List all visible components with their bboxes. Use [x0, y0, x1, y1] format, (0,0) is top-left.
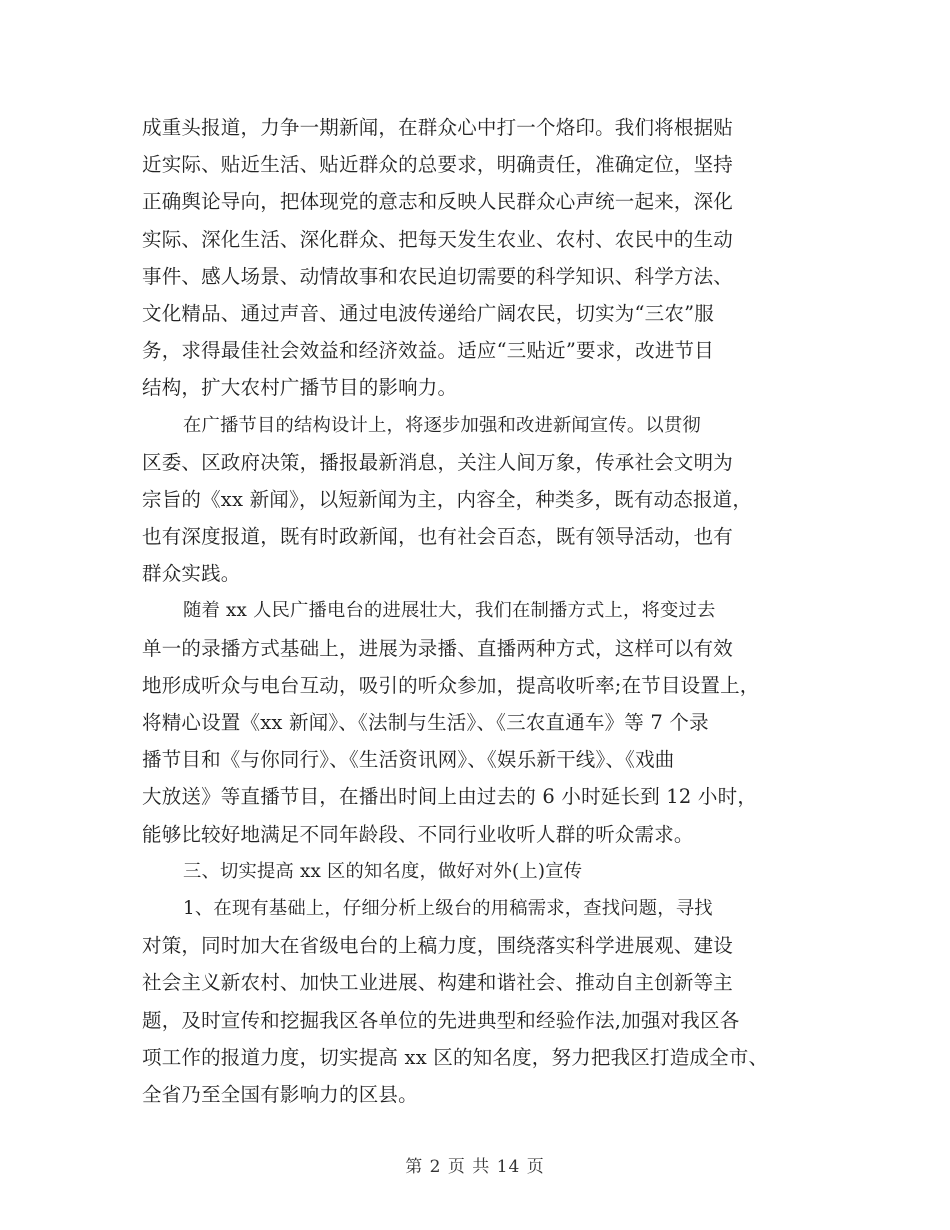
text-line: 播节目和《与你同行》、《生活资讯网》、《娱乐新干线》、《戏曲 — [142, 748, 675, 772]
text-line: 全省乃至全国有影响力的区县。 — [142, 1082, 418, 1106]
text-line: 单一的录播方式基础上，进展为录播、直播两种方式，这样可以有效 — [142, 636, 734, 660]
text-line: 大放送》等直播节目，在播出时间上由过去的 6 小时延长到 12 小时， — [142, 785, 758, 809]
text-line: 对策，同时加大在省级电台的上稿力度，围绕落实科学进展观、建设 — [142, 934, 734, 958]
text-line: 文化精品、通过声音、通过电波传递给广阔农民，切实为“三农”服 — [142, 301, 714, 325]
text-line: 成重头报道，力争一期新闻，在群众心中打一个烙印。我们将根据贴 — [142, 116, 734, 139]
text-line: 宗旨的《xx 新闻》，以短新闻为主，内容全，种类多，既有动态报道， — [142, 487, 753, 511]
text-line: 务，求得最佳社会效益和经济效益。适应“三贴近”要求，改进节目 — [142, 339, 714, 363]
text-line: 也有深度报道，既有时政新闻，也有社会百态，既有领导活动，也有 — [142, 525, 734, 549]
text-line: 能够比较好地满足不同年龄段、不同行业收听人群的听众需求。 — [142, 822, 694, 846]
text-line: 题，及时宣传和挖掘我区各单位的先进典型和经验作法,加强对我区各 — [142, 1008, 740, 1032]
text-line: 事件、感人场景、动情故事和农民迫切需要的科学知识、科学方法、 — [142, 264, 734, 288]
text-line: 1、在现有基础上，仔细分析上级台的用稿需求，查找问题，寻找 — [183, 897, 713, 919]
document-body — [142, 109, 812, 1113]
text-line: 近实际、贴近生活、贴近群众的总要求，明确责任，准确定位，坚持 — [142, 153, 734, 177]
text-line: 将精心设置《xx 新闻》、《法制与生活》、《三农直通车》等 7 个录 — [142, 711, 709, 734]
text-line: 随着 xx 人民广播电台的进展壮大，我们在制播方式上，将变过去 — [183, 600, 716, 622]
text-line: 社会主义新农村、加快工业进展、构建和谐社会、推动自主创新等主 — [142, 971, 734, 995]
text-line: 项工作的报道力度，切实提高 xx 区的知名度，努力把我区打造成全市、 — [142, 1045, 769, 1069]
text-line: 正确舆论导向，把体现党的意志和反映人民群众心声统一起来，深化 — [142, 190, 734, 214]
text-line: 区委、区政府决策，播报最新消息，关注人间万象，传承社会文明为 — [142, 450, 734, 474]
text-line: 结构，扩大农村广播节目的影响力。 — [142, 376, 458, 400]
text-line: 群众实践。 — [142, 562, 241, 586]
text-line: 地形成听众与电台互动，吸引的听众参加，提高收听率;在节目设置上， — [142, 673, 760, 697]
text-line: 在广播节目的结构设计上，将逐步加强和改进新闻宣传。以贯彻 — [183, 414, 701, 436]
text-line: 三、切实提高 xx 区的知名度，做好对外(上)宣传 — [183, 860, 583, 882]
page-footer: 第 2 页 共 14 页 — [405, 1157, 545, 1177]
text-line: 实际、深化生活、深化群众、把每天发生农业、农村、农民中的生动 — [142, 227, 734, 251]
